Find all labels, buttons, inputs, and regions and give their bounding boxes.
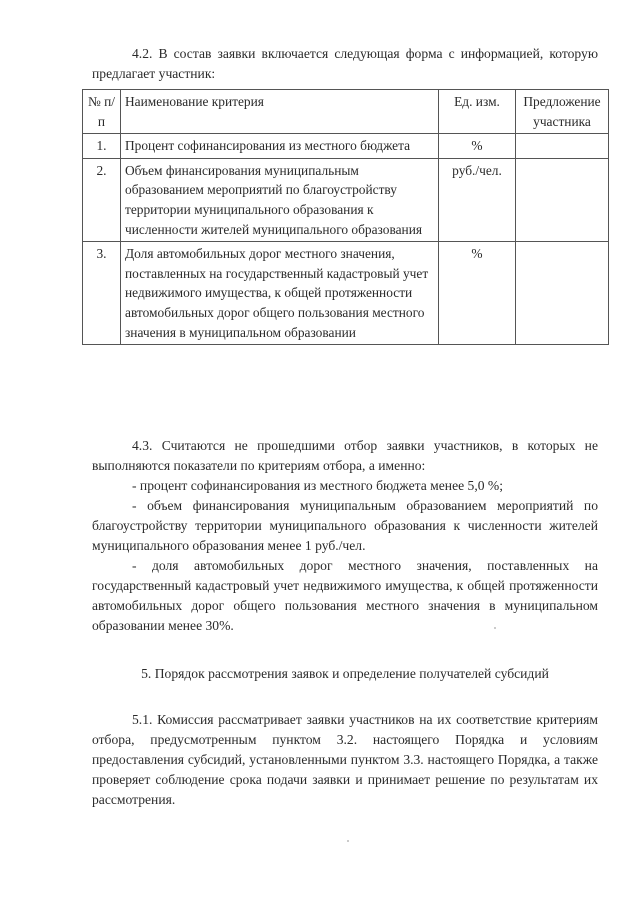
- paragraph-5-1-text: 5.1. Комиссия рассматривает заявки участников на их соответствие критериям отбора, предусмотренным пунктом 3.2. настоящего Порядка и условиям предоставления субсидий, установленными пунктом 3.3. настоящего Порядка, а также проверяет соблюдение срока подачи заявки и принимает решение по результатам их рассмотрения.: [92, 712, 598, 807]
- row-num: 1.: [83, 134, 121, 159]
- scan-speck: [494, 627, 496, 629]
- table-row: [83, 158, 609, 241]
- row-num: 3.: [83, 242, 121, 345]
- row-offer: [516, 158, 609, 241]
- criterion-threshold-item: - доля автомобильных дорог местного значения, поставленных на государственный кадастровый учет недвижимого имущества, к общей протяженности автомобильных дорог общего пользования местного значения в муниципальном образовании менее 30%.: [92, 558, 598, 633]
- row-offer: [516, 134, 609, 159]
- header-num: № п/п: [83, 90, 121, 134]
- criterion-threshold-item: - процент софинансирования из местного бюджета менее 5,0 %;: [132, 478, 504, 493]
- row-num: 2.: [83, 158, 121, 241]
- row-offer: [516, 242, 609, 345]
- row-unit: %: [439, 134, 516, 159]
- row-unit: руб./чел.: [439, 158, 516, 241]
- table-row: [83, 242, 609, 345]
- paragraph-4-3: [92, 436, 598, 636]
- row-criterion: Объем финансирования муниципальным образованием мероприятий по благоустройству территории муниципального образования к численности жителей муниципального образования: [121, 158, 439, 241]
- header-name: Наименование критерия: [121, 90, 439, 134]
- row-criterion: Доля автомобильных дорог местного значения, поставленных на государственный кадастровый учет недвижимого имущества, к общей протяженности автомобильных дорог общего пользования местного значения в муниципальном образовании: [121, 242, 439, 345]
- paragraph-4-3-intro: 4.3. Считаются не прошедшими отбор заявки участников, в которых не выполняются показатели по критериям отбора, а именно:: [92, 438, 598, 473]
- row-unit: %: [439, 242, 516, 345]
- criteria-table: [82, 89, 609, 345]
- header-offer: Предложение участника: [516, 90, 609, 134]
- header-unit: Ед. изм.: [439, 90, 516, 134]
- criterion-threshold-item: - объем финансирования муниципальным образованием мероприятий по благоустройству территории муниципального образования к численности жителей муниципального образования менее 1 руб./чел.: [92, 498, 598, 553]
- row-criterion: Процент софинансирования из местного бюджета: [121, 134, 439, 159]
- paragraph-5-1: [92, 710, 598, 810]
- section-5-heading: 5. Порядок рассмотрения заявок и определение получателей субсидий: [141, 666, 549, 681]
- table-header-row: [83, 90, 609, 134]
- paragraph-4-2-text: 4.2. В состав заявки включается следующая форма с информацией, которую предлагает участник:: [92, 46, 598, 81]
- paragraph-4-2: [92, 44, 598, 84]
- scan-speck: [347, 840, 349, 842]
- table-row: [83, 134, 609, 159]
